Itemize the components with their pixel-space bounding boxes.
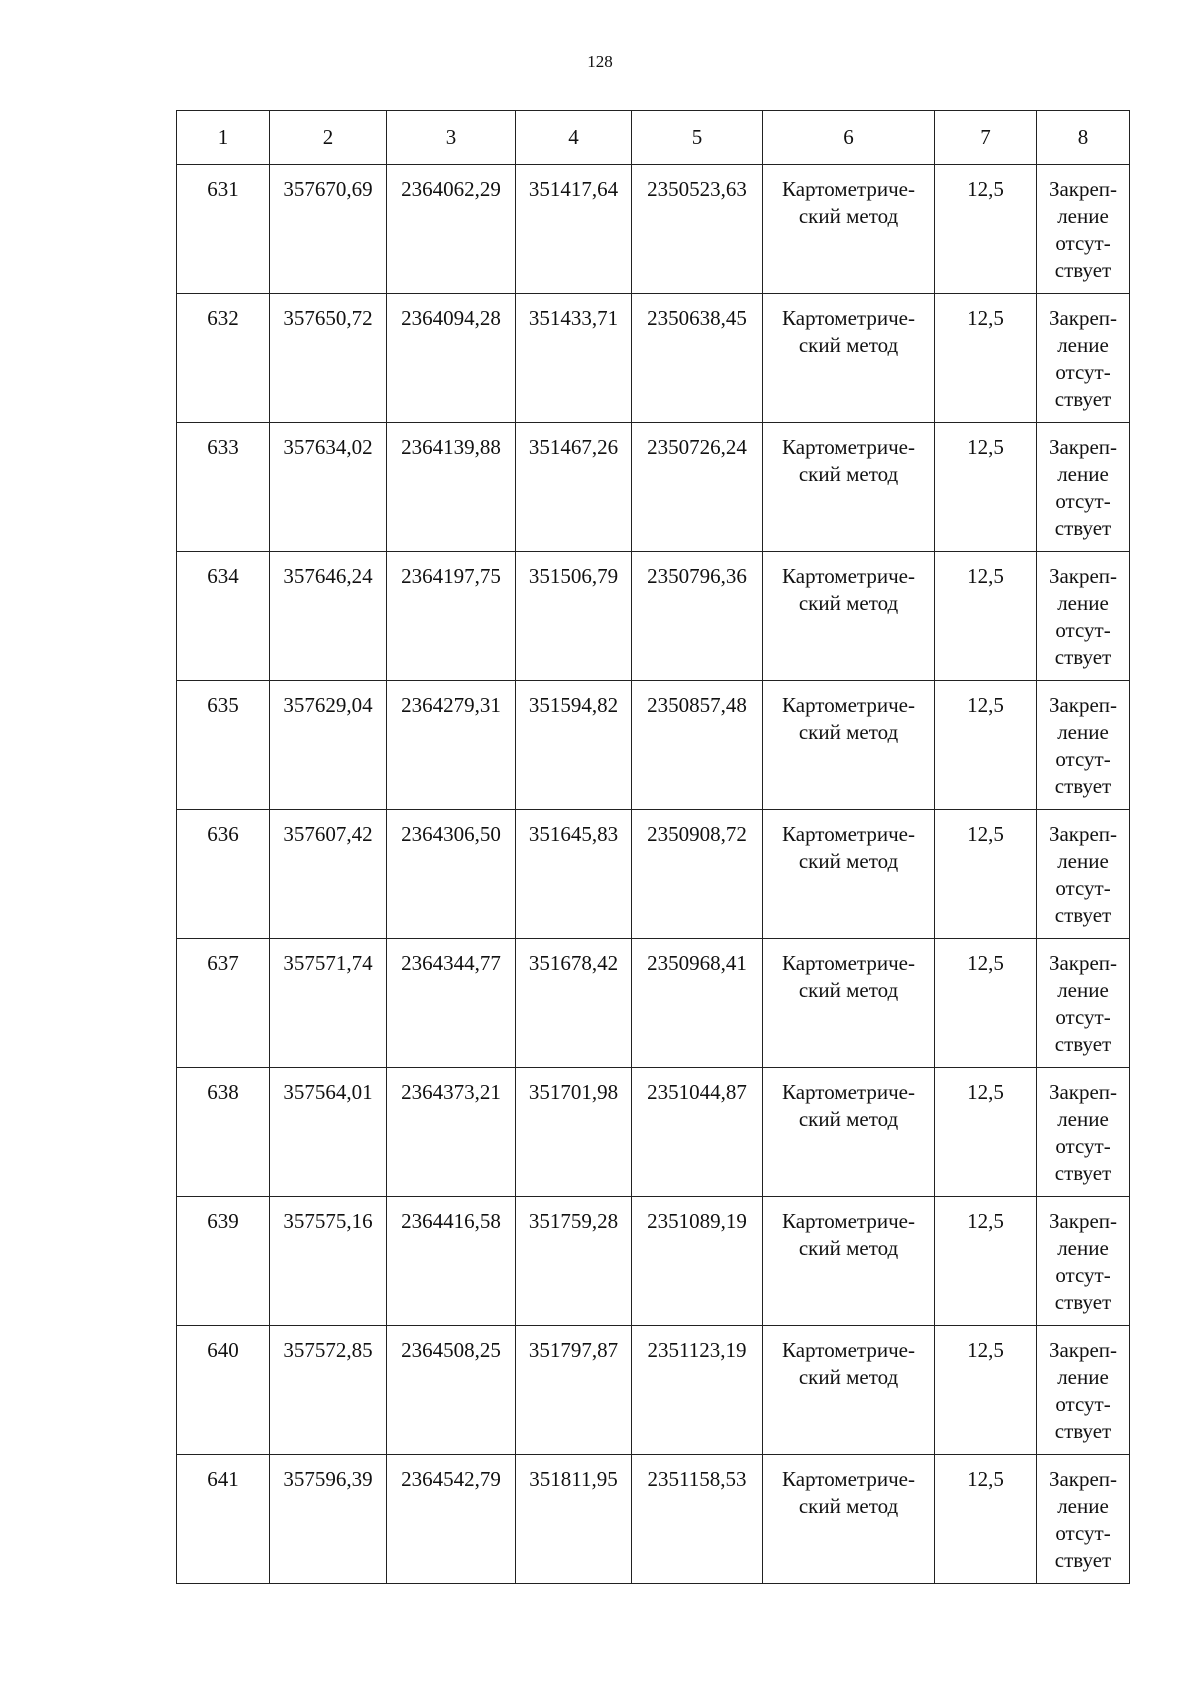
coord-x2-cell: 351701,98 [516, 1068, 632, 1197]
fixing-cell-line: отсут- [1055, 747, 1111, 771]
fixing-cell-line: отсут- [1055, 1392, 1111, 1416]
method-cell [763, 294, 935, 423]
fixing-cell-line: ление [1057, 1494, 1109, 1518]
fixing-cell-line: ление [1057, 720, 1109, 744]
method-cell [763, 552, 935, 681]
fixing-cell-line: отсут- [1055, 1263, 1111, 1287]
method-cell-line: Картометриче- [782, 1338, 915, 1362]
point-number-cell: 641 [177, 1455, 270, 1584]
accuracy-cell: 12,5 [935, 1068, 1037, 1197]
fixing-cell-line: Закреп- [1048, 564, 1118, 588]
fixing-cell-line: ствует [1054, 258, 1112, 282]
method-cell [763, 1197, 935, 1326]
column-header: 5 [632, 111, 763, 165]
fixing-cell-line: отсут- [1055, 231, 1111, 255]
method-cell [763, 423, 935, 552]
coord-y-cell: 2364508,25 [387, 1326, 516, 1455]
table-row [177, 1326, 1130, 1455]
fixing-cell-line: отсут- [1055, 1134, 1111, 1158]
table-row [177, 681, 1130, 810]
coord-x2-cell: 351678,42 [516, 939, 632, 1068]
fixing-cell-line: ствует [1054, 516, 1112, 540]
coord-x2-cell: 351645,83 [516, 810, 632, 939]
fixing-cell [1037, 552, 1130, 681]
method-cell-line: Картометриче- [782, 951, 915, 975]
fixing-cell [1037, 1455, 1130, 1584]
table-row [177, 939, 1130, 1068]
method-cell [763, 165, 935, 294]
coord-x2-cell: 351797,87 [516, 1326, 632, 1455]
point-number-cell: 634 [177, 552, 270, 681]
method-cell [763, 1455, 935, 1584]
point-number-cell: 640 [177, 1326, 270, 1455]
fixing-cell [1037, 1068, 1130, 1197]
point-number-cell: 631 [177, 165, 270, 294]
point-number-cell: 638 [177, 1068, 270, 1197]
fixing-cell [1037, 939, 1130, 1068]
table-row [177, 1197, 1130, 1326]
accuracy-cell: 12,5 [935, 165, 1037, 294]
coord-y2-cell: 2350638,45 [632, 294, 763, 423]
coord-x2-cell: 351433,71 [516, 294, 632, 423]
fixing-cell-line: Закреп- [1048, 693, 1118, 717]
coord-x-cell: 357650,72 [270, 294, 387, 423]
fixing-cell-line: Закреп- [1048, 435, 1118, 459]
coord-y-cell: 2364062,29 [387, 165, 516, 294]
table-row [177, 165, 1130, 294]
column-header: 3 [387, 111, 516, 165]
coord-y-cell: 2364344,77 [387, 939, 516, 1068]
fixing-cell [1037, 1197, 1130, 1326]
column-header: 7 [935, 111, 1037, 165]
fixing-cell-line: ление [1057, 1236, 1109, 1260]
method-cell-line: Картометриче- [782, 693, 915, 717]
method-cell-line: Картометриче- [782, 1209, 915, 1233]
table-body [177, 165, 1130, 1584]
fixing-cell-line: Закреп- [1048, 1338, 1118, 1362]
method-cell-line: Картометриче- [782, 564, 915, 588]
coord-y-cell: 2364279,31 [387, 681, 516, 810]
coord-x-cell: 357634,02 [270, 423, 387, 552]
method-cell [763, 1068, 935, 1197]
fixing-cell-line: ление [1057, 333, 1109, 357]
coord-x2-cell: 351467,26 [516, 423, 632, 552]
coord-y-cell: 2364094,28 [387, 294, 516, 423]
method-cell-line: Картометриче- [782, 822, 915, 846]
point-number-cell: 635 [177, 681, 270, 810]
column-header: 8 [1037, 111, 1130, 165]
coord-y-cell: 2364306,50 [387, 810, 516, 939]
coord-y2-cell: 2350908,72 [632, 810, 763, 939]
fixing-cell-line: ление [1057, 462, 1109, 486]
fixing-cell [1037, 1326, 1130, 1455]
table-row [177, 810, 1130, 939]
method-cell-line: ский метод [798, 591, 899, 615]
fixing-cell-line: ствует [1054, 645, 1112, 669]
fixing-cell-line: ление [1057, 591, 1109, 615]
column-header: 6 [763, 111, 935, 165]
coordinates-table [176, 110, 1130, 1584]
fixing-cell-line: ление [1057, 1365, 1109, 1389]
table-row [177, 1068, 1130, 1197]
table-row [177, 294, 1130, 423]
method-cell-line: Картометриче- [782, 306, 915, 330]
table-row [177, 552, 1130, 681]
accuracy-cell: 12,5 [935, 1326, 1037, 1455]
fixing-cell-line: отсут- [1055, 489, 1111, 513]
coord-x2-cell: 351594,82 [516, 681, 632, 810]
fixing-cell-line: ствует [1054, 1548, 1112, 1572]
method-cell-line: ский метод [798, 720, 899, 744]
method-cell-line: ский метод [798, 849, 899, 873]
method-cell-line: ский метод [798, 204, 899, 228]
fixing-cell-line: Закреп- [1048, 1209, 1118, 1233]
coord-x-cell: 357629,04 [270, 681, 387, 810]
fixing-cell-line: отсут- [1055, 360, 1111, 384]
method-cell-line: ский метод [798, 1494, 899, 1518]
accuracy-cell: 12,5 [935, 681, 1037, 810]
fixing-cell-line: ствует [1054, 903, 1112, 927]
fixing-cell-line: ствует [1054, 387, 1112, 411]
fixing-cell [1037, 423, 1130, 552]
coord-y-cell: 2364139,88 [387, 423, 516, 552]
coord-x2-cell: 351759,28 [516, 1197, 632, 1326]
column-header: 4 [516, 111, 632, 165]
coord-x-cell: 357571,74 [270, 939, 387, 1068]
coord-y2-cell: 2350796,36 [632, 552, 763, 681]
table-header-row [177, 111, 1130, 165]
accuracy-cell: 12,5 [935, 552, 1037, 681]
fixing-cell-line: Закреп- [1048, 306, 1118, 330]
coord-y-cell: 2364373,21 [387, 1068, 516, 1197]
fixing-cell-line: Закреп- [1048, 951, 1118, 975]
coord-y2-cell: 2351123,19 [632, 1326, 763, 1455]
fixing-cell [1037, 681, 1130, 810]
method-cell-line: Картометриче- [782, 177, 915, 201]
coord-x-cell: 357572,85 [270, 1326, 387, 1455]
page-number: 128 [587, 52, 613, 71]
coord-y2-cell: 2350726,24 [632, 423, 763, 552]
fixing-cell-line: ствует [1054, 1032, 1112, 1056]
fixing-cell-line: отсут- [1055, 876, 1111, 900]
method-cell-line: ский метод [798, 462, 899, 486]
coord-y2-cell: 2350857,48 [632, 681, 763, 810]
fixing-cell [1037, 810, 1130, 939]
accuracy-cell: 12,5 [935, 1455, 1037, 1584]
table-row [177, 1455, 1130, 1584]
coord-x-cell: 357575,16 [270, 1197, 387, 1326]
accuracy-cell: 12,5 [935, 294, 1037, 423]
coord-x-cell: 357646,24 [270, 552, 387, 681]
coord-x-cell: 357670,69 [270, 165, 387, 294]
fixing-cell-line: ствует [1054, 1161, 1112, 1185]
point-number-cell: 639 [177, 1197, 270, 1326]
coord-x-cell: 357596,39 [270, 1455, 387, 1584]
fixing-cell-line: ление [1057, 204, 1109, 228]
fixing-cell-line: ление [1057, 1107, 1109, 1131]
coord-y-cell: 2364416,58 [387, 1197, 516, 1326]
method-cell-line: ский метод [798, 1107, 899, 1131]
method-cell-line: Картометриче- [782, 1467, 915, 1491]
point-number-cell: 633 [177, 423, 270, 552]
point-number-cell: 632 [177, 294, 270, 423]
method-cell-line: Картометриче- [782, 435, 915, 459]
coord-y2-cell: 2351089,19 [632, 1197, 763, 1326]
method-cell-line: ский метод [798, 978, 899, 1002]
coord-y2-cell: 2350523,63 [632, 165, 763, 294]
coord-y2-cell: 2350968,41 [632, 939, 763, 1068]
method-cell [763, 810, 935, 939]
fixing-cell [1037, 165, 1130, 294]
method-cell-line: ский метод [798, 1236, 899, 1260]
method-cell [763, 1326, 935, 1455]
fixing-cell-line: Закреп- [1048, 177, 1118, 201]
fixing-cell-line: ление [1057, 978, 1109, 1002]
fixing-cell-line: ствует [1054, 774, 1112, 798]
coord-x2-cell: 351417,64 [516, 165, 632, 294]
coord-x2-cell: 351811,95 [516, 1455, 632, 1584]
column-header: 1 [177, 111, 270, 165]
point-number-cell: 637 [177, 939, 270, 1068]
accuracy-cell: 12,5 [935, 423, 1037, 552]
method-cell [763, 681, 935, 810]
method-cell [763, 939, 935, 1068]
method-cell-line: Картометриче- [782, 1080, 915, 1104]
column-header: 2 [270, 111, 387, 165]
coord-y2-cell: 2351044,87 [632, 1068, 763, 1197]
point-number-cell: 636 [177, 810, 270, 939]
accuracy-cell: 12,5 [935, 1197, 1037, 1326]
method-cell-line: ский метод [798, 333, 899, 357]
method-cell-line: ский метод [798, 1365, 899, 1389]
fixing-cell-line: отсут- [1055, 618, 1111, 642]
coord-y-cell: 2364542,79 [387, 1455, 516, 1584]
fixing-cell-line: ление [1057, 849, 1109, 873]
fixing-cell-line: ствует [1054, 1419, 1112, 1443]
accuracy-cell: 12,5 [935, 939, 1037, 1068]
fixing-cell-line: Закреп- [1048, 1467, 1118, 1491]
fixing-cell-line: Закреп- [1048, 822, 1118, 846]
fixing-cell [1037, 294, 1130, 423]
table-row [177, 423, 1130, 552]
fixing-cell-line: отсут- [1055, 1005, 1111, 1029]
coord-x-cell: 357564,01 [270, 1068, 387, 1197]
fixing-cell-line: отсут- [1055, 1521, 1111, 1545]
coord-x2-cell: 351506,79 [516, 552, 632, 681]
coord-x-cell: 357607,42 [270, 810, 387, 939]
fixing-cell-line: ствует [1054, 1290, 1112, 1314]
fixing-cell-line: Закреп- [1048, 1080, 1118, 1104]
coord-y2-cell: 2351158,53 [632, 1455, 763, 1584]
accuracy-cell: 12,5 [935, 810, 1037, 939]
coord-y-cell: 2364197,75 [387, 552, 516, 681]
